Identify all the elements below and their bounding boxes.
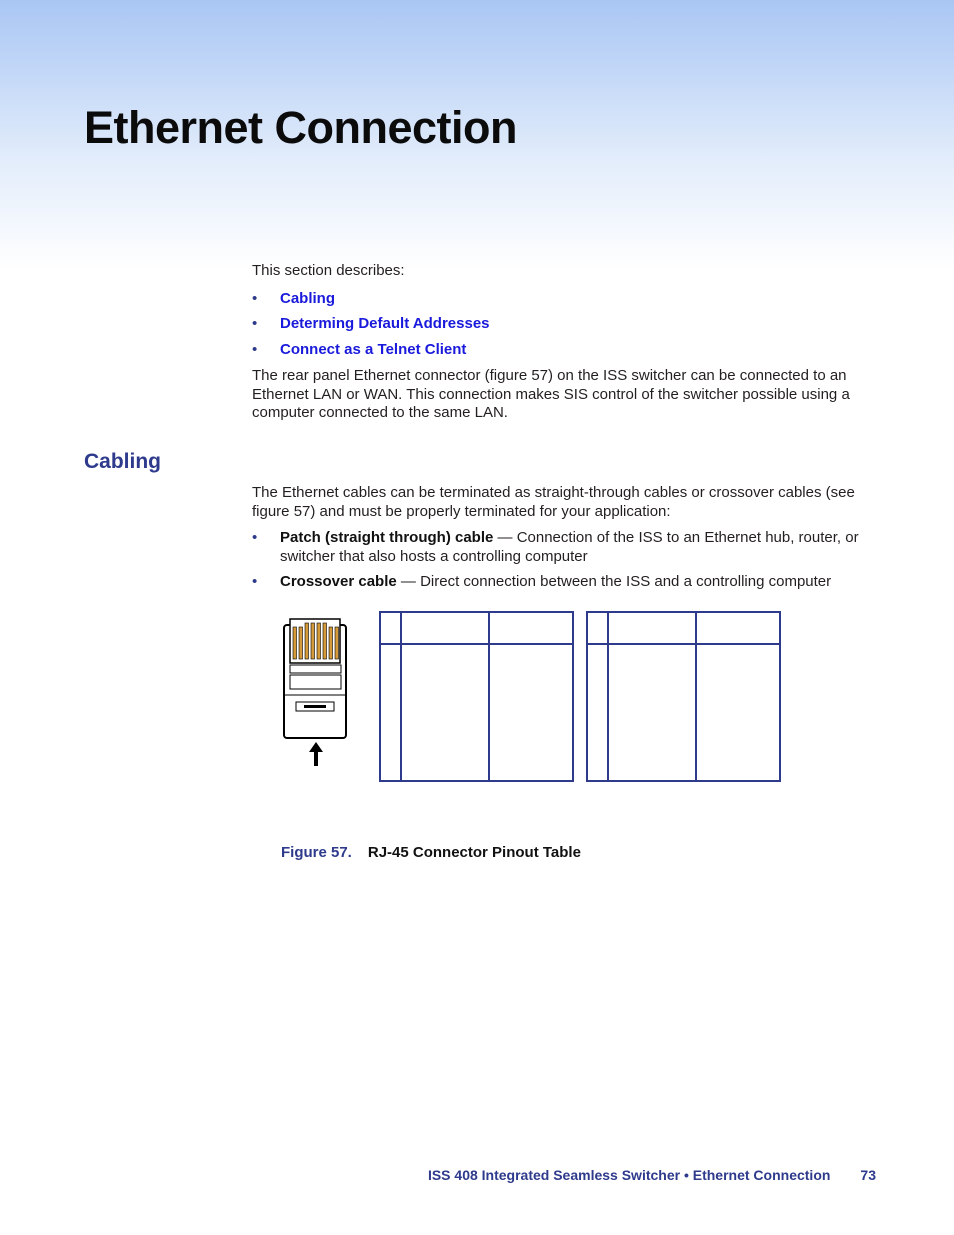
toc-item-telnet	[252, 341, 872, 360]
footer-text: ISS 408 Integrated Seamless Switcher • Ethernet Connection	[427, 1167, 831, 1183]
cable-item-crossover	[252, 573, 872, 592]
bullet-icon: •	[252, 529, 258, 546]
figure-number: Figure 57.	[281, 844, 352, 861]
arrow-up-icon	[308, 742, 324, 767]
cabling-section	[252, 484, 872, 599]
toc-list	[252, 290, 872, 360]
toc-item-cabling	[252, 290, 872, 309]
cable-desc: — Direct connection between the ISS and a controlling computer	[396, 573, 832, 590]
page-title: Ethernet Connection	[84, 102, 518, 153]
figure-title: RJ-45 Connector Pinout Table	[367, 844, 581, 861]
bullet-icon: •	[252, 315, 258, 332]
bullet-icon: •	[252, 573, 258, 590]
intro-text: This section describes:	[252, 262, 405, 279]
figure-caption	[281, 844, 581, 861]
cable-desc: — Connection of the ISS to an Ethernet hub, router, or switcher that also hosts a controlling computer	[280, 529, 859, 565]
link-cabling[interactable]: Cabling	[280, 289, 335, 307]
table-column-divider	[400, 613, 402, 780]
link-determining-default-addresses[interactable]: Determing Default Addresses	[280, 315, 490, 332]
pinout-table-straight	[379, 611, 574, 782]
link-telnet-client[interactable]: Connect as a Telnet Client	[280, 340, 467, 358]
cable-term: Crossover cable	[280, 573, 397, 590]
page-number: 73	[860, 1167, 876, 1183]
table-column-divider	[488, 613, 490, 780]
table-header-divider	[381, 643, 572, 645]
section-heading-cabling: Cabling	[84, 450, 161, 473]
page-footer	[428, 1167, 876, 1183]
table-column-divider	[607, 613, 609, 780]
figure-57	[282, 605, 802, 785]
cable-term: Patch (straight through) cable	[280, 529, 494, 546]
toc-item-default-addresses	[252, 315, 872, 334]
intro-paragraph: The rear panel Ethernet connector (figure 57) on the ISS switcher can be connected to an Ethernet LAN or WAN. This connection makes SIS control of the switcher possible using a computer connected to the same LAN.	[252, 367, 850, 421]
table-header-divider	[588, 643, 779, 645]
cable-item-patch	[252, 529, 872, 566]
bullet-icon: •	[252, 340, 258, 358]
table-column-divider	[695, 613, 697, 780]
pinout-table-crossover	[586, 611, 781, 782]
intro-section	[252, 262, 872, 423]
cabling-paragraph: The Ethernet cables can be terminated as straight-through cables or crossover cables (see figure 57) and must be properly terminated for your application:	[252, 484, 855, 520]
bullet-icon: •	[252, 289, 258, 307]
cable-type-list	[252, 529, 872, 592]
